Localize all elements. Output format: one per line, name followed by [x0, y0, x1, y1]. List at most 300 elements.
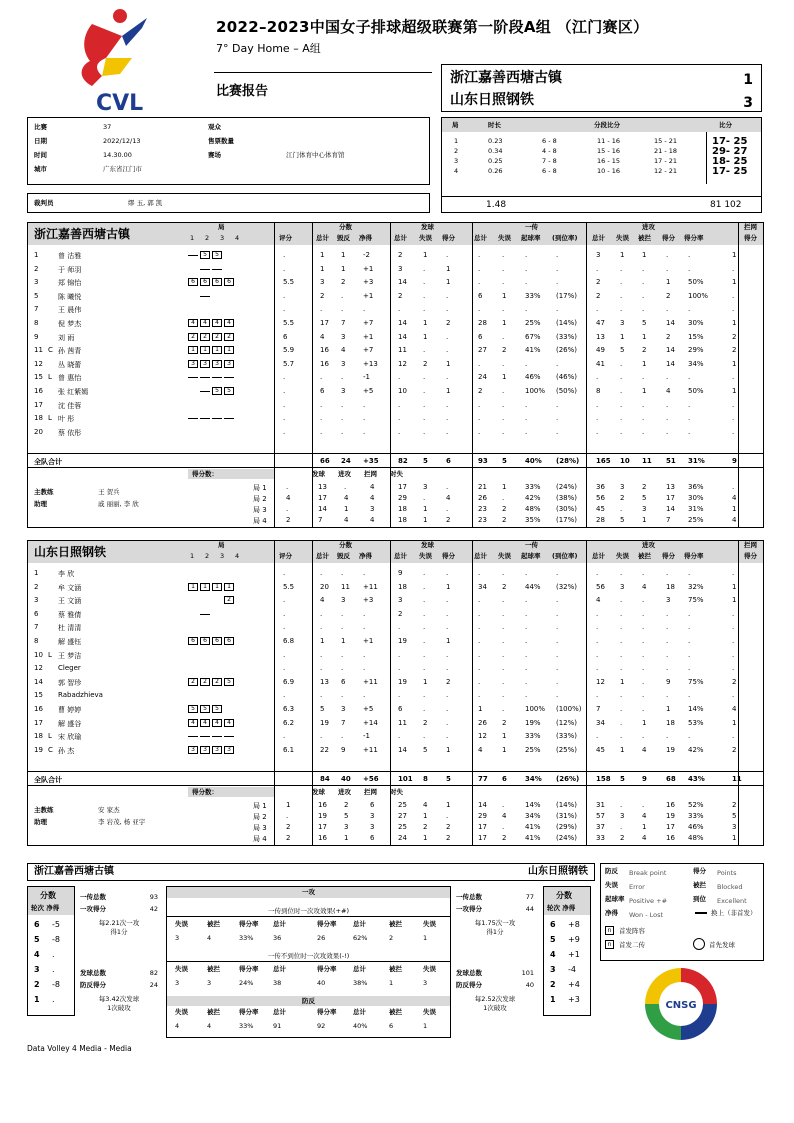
total-sp: 5: [446, 775, 451, 784]
stat-rpp: (33%): [556, 332, 578, 341]
position-empty: [188, 651, 198, 659]
position-empty: [200, 651, 210, 659]
set-stat-rpp: (17%): [556, 516, 578, 525]
set-number: 2: [205, 552, 210, 560]
rotation-positions: [188, 705, 234, 713]
stat-rt: 5.5: [283, 319, 295, 327]
set-stats-set: 局 2: [253, 813, 267, 822]
mid-value: 36: [273, 934, 282, 942]
stat-apct: 29%: [688, 346, 704, 355]
stat-ab: .: [642, 427, 645, 436]
stat-re: .: [502, 305, 505, 314]
stat-ab: .: [642, 400, 645, 409]
set-stat-rp: 34%: [525, 812, 541, 821]
stat-st: .: [398, 691, 401, 700]
rotation-number: 4: [550, 950, 556, 959]
set-stat-ap: 19: [666, 812, 675, 821]
set-stats-header: 进攻: [338, 788, 351, 797]
set-cell: 12 - 21: [654, 167, 678, 175]
stat-re: .: [502, 664, 505, 673]
stat-re: .: [502, 609, 505, 618]
stat-apct: 14%: [688, 705, 704, 713]
total-se: 8: [423, 775, 428, 784]
set-stat-o: 4: [370, 483, 375, 492]
stat-bk: .: [732, 264, 735, 273]
stat-st: 11: [398, 718, 407, 727]
stat-apct: .: [688, 732, 691, 741]
set-stat-apct: 52%: [688, 801, 704, 810]
table-row: [28, 331, 763, 343]
stat-se: .: [423, 291, 426, 300]
stat-ap: .: [666, 427, 669, 436]
rotation-net: +9: [568, 935, 580, 944]
set-cell: 4 - 8: [542, 147, 557, 155]
set-stat-re: 1: [502, 483, 507, 492]
totals-row: [28, 455, 763, 467]
stat-ae: .: [620, 264, 623, 273]
position-bench: [212, 418, 222, 419]
stat-at: 8: [596, 387, 601, 395]
position-empty: [224, 305, 234, 313]
set-stats-set: 局 4: [253, 835, 267, 844]
stat-apct: 50%: [688, 387, 704, 395]
rotation-positions: [188, 596, 234, 604]
stat-at: 49: [596, 346, 605, 355]
set-cell: 0.23: [488, 137, 503, 145]
stat-wl: +1: [363, 264, 374, 273]
player-name: 沈 佳蓉: [58, 401, 82, 410]
set-stat-ae: 5: [620, 516, 625, 525]
mid-header: 失误: [423, 1008, 436, 1016]
stat-at: .: [596, 373, 599, 382]
position-empty: [200, 401, 210, 409]
stat-sp: .: [446, 664, 449, 673]
set-stat-ap: 7: [666, 516, 671, 525]
stat-ab: .: [642, 569, 645, 577]
rotation-positions: [188, 265, 234, 273]
set-stat-b: 3: [344, 823, 349, 832]
referee-box: 裁判员 缪 玉, 郭 凯: [27, 193, 430, 213]
set-cell: 4: [454, 167, 459, 175]
mid-value: 91: [273, 1022, 282, 1030]
score-team-b: 山东日照钢铁: [450, 92, 534, 108]
player-number: 8: [34, 319, 39, 327]
set-stat-bk: 1: [732, 505, 737, 514]
player-number: 15: [34, 373, 43, 382]
stat-rp: 67%: [525, 332, 541, 341]
total-se: 5: [423, 457, 428, 466]
stat-rt2: 34: [478, 582, 487, 591]
stat-ae: 3: [620, 582, 625, 591]
legend-desc: Excellent: [717, 897, 747, 905]
set-stat-ae: 2: [620, 494, 625, 503]
mid-header: 被拦: [207, 1008, 220, 1016]
position-box: 2: [212, 678, 222, 686]
stat-rt2: .: [478, 677, 481, 686]
stat-ap: 9: [666, 677, 671, 686]
stat-ap: 2: [666, 291, 671, 300]
stat-rt: .: [283, 623, 286, 632]
stat-ap: 3: [666, 596, 671, 605]
set-stat-ap: 16: [666, 834, 675, 843]
rotation-net: -4: [568, 965, 576, 974]
stat-pt: 2: [320, 291, 325, 300]
stat-rp: .: [525, 664, 528, 673]
position-empty: [200, 596, 210, 604]
sets-table: 局 时长 分段比分 比分 1 0.23 6 - 8 11 - 16 15 - 21 17- 25 2 0.34 4 - 8 15 - 16 21 - 18 29- 27 3 0.25 7 - 8 16 - 15 17 - 21 18- 25 4 0.26 6 - 8 10 - 16 12 - 21 17- 25 1.48 81 102: [441, 117, 762, 213]
position-bench: [200, 377, 210, 378]
mid-value: 3: [423, 979, 428, 987]
stat-ap: 14: [666, 319, 675, 327]
legend-desc: Blocked: [717, 883, 743, 891]
set-stat-bk: .: [732, 483, 735, 492]
stat-rpp: .: [556, 569, 559, 577]
stat-ab: 4: [642, 745, 647, 754]
set-stat-rp: 41%: [525, 834, 541, 843]
position-box: 5: [212, 251, 222, 259]
stat-re: .: [502, 359, 505, 368]
stat-rp: 33%: [525, 732, 541, 741]
mid-header: 得分率: [239, 920, 259, 928]
set-cell: 21 - 18: [654, 147, 678, 155]
stat-st: .: [398, 732, 401, 741]
mid-value: 33%: [239, 1022, 254, 1030]
player-name: 牟 文涵: [58, 583, 82, 592]
stat-st: 9: [398, 569, 403, 577]
set-stat-bk: 4: [732, 494, 737, 503]
stat-rt: 6.2: [283, 718, 295, 727]
stat-apct: .: [688, 691, 691, 700]
player-name: Cleger: [58, 664, 81, 673]
position-bench: [188, 736, 198, 737]
player-number: 12: [34, 664, 43, 673]
stat-rt: .: [283, 251, 286, 259]
set-stat-ab: .: [642, 801, 645, 810]
stat-rp: .: [525, 400, 528, 409]
stat-ae: .: [620, 596, 623, 605]
mid-header: 得分率: [317, 920, 337, 928]
table-row: [28, 649, 763, 661]
rotation-positions: [188, 360, 234, 368]
position-empty: [188, 664, 198, 672]
set-cell: 3: [454, 157, 459, 165]
stat-apct: 30%: [688, 319, 704, 327]
coach-name: 王 贺兵: [98, 488, 120, 497]
set-stat-s: .: [286, 483, 289, 492]
position-box: 3: [212, 360, 222, 368]
position-empty: [224, 401, 234, 409]
player-name: 杜 清清: [58, 624, 82, 633]
stat-ab: .: [642, 623, 645, 632]
total-rpp: (28%): [556, 457, 580, 466]
stat-ap: .: [666, 691, 669, 700]
stat-ae: .: [620, 291, 623, 300]
position-box: 4: [212, 719, 222, 727]
stat-wl: +3: [363, 278, 374, 287]
set-stat-rpp: (31%): [556, 812, 578, 821]
stat-st: 3: [398, 264, 403, 273]
stat-ae: 1: [620, 677, 625, 686]
stat-rp: .: [525, 677, 528, 686]
stat-rp: 44%: [525, 582, 541, 591]
stat-rp: .: [525, 278, 528, 287]
stat-bp: 3: [341, 705, 346, 713]
player-name: 叶 彤: [58, 415, 75, 424]
stat-bk: 1: [732, 582, 737, 591]
assistant-names: 戚 丽丽, 李 欣: [98, 500, 139, 509]
stat-st: .: [398, 414, 401, 423]
stat-at: .: [596, 305, 599, 314]
rotation-number: 5: [550, 935, 556, 944]
stat-pt: 6: [320, 387, 325, 395]
position-box: 3: [188, 360, 198, 368]
set-stat-bk: 4: [732, 516, 737, 525]
legend-term: 被拦: [693, 881, 706, 889]
set-stat-ab: 3: [642, 505, 647, 514]
stat-rp: .: [525, 305, 528, 314]
position-bench: [212, 736, 222, 737]
stat-ab: 1: [642, 332, 647, 341]
stat-st: .: [398, 664, 401, 673]
mid-header: 失误: [423, 920, 436, 928]
player-name: 张 红紫嫣: [58, 388, 89, 396]
stat-apct: .: [688, 400, 691, 409]
set-stat-bk: 5: [732, 812, 737, 821]
stat-ab: .: [642, 637, 645, 645]
position-bench: [188, 418, 198, 419]
rotation-number: 2: [34, 980, 40, 989]
stat-bp: 3: [341, 359, 346, 368]
stat-ab: .: [642, 650, 645, 659]
rotation-net: .: [52, 965, 55, 974]
set-stat-at: 56: [596, 494, 605, 503]
position-bench: [200, 736, 210, 737]
stat-rp: .: [525, 251, 528, 259]
stat-ae: .: [620, 400, 623, 409]
stat-rpp: (33%): [556, 732, 578, 741]
stat-wl: +5: [363, 387, 374, 395]
table-row: [28, 689, 763, 701]
mid-header: 得分率: [239, 1008, 259, 1016]
position-box: 4: [200, 319, 210, 327]
stat-bp: 1: [341, 264, 346, 273]
stat-rp: 25%: [525, 319, 541, 327]
player-name: 王 晨伟: [58, 306, 82, 315]
player-number: 19: [34, 745, 43, 754]
set-stat-o: 3: [370, 505, 375, 514]
stat-at: .: [596, 637, 599, 645]
stat-wl: .: [363, 664, 366, 673]
stat-re: 2: [502, 582, 507, 591]
stat-st: 18: [398, 582, 407, 591]
stat-ae: .: [620, 569, 623, 577]
stat-rt: .: [283, 650, 286, 659]
set-stat-b: 2: [344, 801, 349, 810]
set-number: 4: [235, 552, 240, 560]
set-cell: 15 - 21: [654, 137, 678, 145]
stat-sp: 1: [446, 359, 451, 368]
stat-ab: .: [642, 291, 645, 300]
total-rt2: 93: [478, 457, 488, 466]
position-empty: [212, 305, 222, 313]
stat-st: 2: [398, 291, 403, 300]
position-empty: [224, 691, 234, 699]
set-stats-row: [28, 832, 763, 844]
stat-se: .: [423, 346, 426, 355]
set-number: 1: [190, 234, 195, 242]
set-stat-b: 1: [344, 505, 349, 514]
stat-rp: 25%: [525, 745, 541, 754]
position-box: 3: [224, 360, 234, 368]
stat-bk: 2: [732, 745, 737, 754]
stat-pt: .: [320, 650, 323, 659]
rotation-positions: [188, 623, 234, 631]
stat-rt: .: [283, 691, 286, 700]
rotation-number: 4: [34, 950, 40, 959]
player-number: 3: [34, 278, 39, 287]
stat-se: .: [423, 427, 426, 436]
stat-bk: 1: [732, 251, 737, 259]
coach-label: 主教练: [34, 488, 54, 497]
stat-ap: .: [666, 264, 669, 273]
stat-rp: 100%: [525, 387, 546, 395]
stat-pt: .: [320, 732, 323, 741]
stat-sp: .: [446, 732, 449, 741]
position-box: 1: [212, 583, 222, 591]
table-row: [28, 317, 763, 329]
player-name: 郭 智珍: [58, 678, 82, 687]
stat-bk: 2: [732, 346, 737, 355]
set-stat-apct: 30%: [688, 494, 704, 503]
position-empty: [188, 305, 198, 313]
set-stat-a: 19: [318, 812, 327, 821]
stat-ap: .: [666, 732, 669, 741]
stat-rt2: 12: [478, 732, 487, 741]
player-name: 王 梦洁: [58, 651, 82, 660]
position-bench: [224, 377, 234, 378]
set-stat-st: 27: [398, 812, 407, 821]
legend-desc: Won - Lost: [629, 911, 664, 919]
stat-rt: .: [283, 664, 286, 673]
stat-apct: 75%: [688, 596, 704, 605]
position-empty: [200, 569, 210, 577]
mid-header: 被拦: [207, 965, 220, 973]
rotation-positions: [188, 278, 234, 286]
stat-bk: .: [732, 305, 735, 314]
set-stat-re: .: [502, 801, 505, 810]
stat-rpp: (12%): [556, 718, 578, 727]
total-bp: 40: [341, 775, 351, 784]
stat-bp: .: [341, 732, 344, 741]
stat-ae: .: [620, 387, 623, 395]
stat-rp: .: [525, 691, 528, 700]
set-stat-at: 37: [596, 823, 605, 832]
stat-ae: .: [620, 359, 623, 368]
set-stat-at: 57: [596, 812, 605, 821]
set-stat-ap: 16: [666, 801, 675, 810]
rotation-net: .: [52, 950, 55, 959]
position-box: 2: [188, 333, 198, 341]
stat-pt: .: [320, 609, 323, 618]
stat-rp: 46%: [525, 373, 541, 382]
stat-wl: +1: [363, 291, 374, 300]
set-stat-rp: 41%: [525, 823, 541, 832]
player-number: 18: [34, 414, 43, 423]
stat-re: 1: [502, 745, 507, 754]
set-stats-header: 拦网: [364, 470, 377, 479]
position-bench: [224, 736, 234, 737]
stat-at: 3: [596, 251, 601, 259]
stat-bp: .: [341, 291, 344, 300]
player-number: 2: [34, 264, 39, 273]
set-stat-rt2: 14: [478, 801, 487, 810]
stat-ae: 1: [620, 251, 625, 259]
stat-sp: .: [446, 251, 449, 259]
stat-sp: .: [446, 373, 449, 382]
rotation-positions: [188, 387, 234, 395]
stat-re: .: [502, 251, 505, 259]
player-number: 14: [34, 677, 43, 686]
position-empty: [188, 428, 198, 436]
stat-ae: .: [620, 705, 623, 713]
stat-bp: 1: [341, 251, 346, 259]
stat-rt2: .: [478, 664, 481, 673]
stat-re: 1: [502, 732, 507, 741]
mid-header: 失误: [175, 920, 188, 928]
stat-re: .: [502, 677, 505, 686]
stat-rt2: .: [478, 637, 481, 645]
rotation-positions: [188, 691, 234, 699]
table-row: [28, 621, 763, 633]
stat-rpp: .: [556, 609, 559, 618]
stat-apct: 75%: [688, 677, 704, 686]
stat-rt2: .: [478, 596, 481, 605]
stat-rp: .: [525, 414, 528, 423]
set-stat-at: 45: [596, 505, 605, 514]
stat-re: .: [502, 400, 505, 409]
stat-sp: .: [446, 705, 449, 713]
stat-rp: .: [525, 650, 528, 659]
stat-at: 45: [596, 745, 605, 754]
set-stat-rpp: (24%): [556, 483, 578, 492]
set-stat-o: 6: [370, 834, 375, 843]
stat-apct: .: [688, 373, 691, 382]
position-empty: [212, 569, 222, 577]
rotation-positions: [188, 637, 234, 645]
position-empty: [212, 292, 222, 300]
stat-rp: .: [525, 359, 528, 368]
stat-bk: .: [732, 637, 735, 645]
set-stat-rpp: (38%): [556, 494, 578, 503]
mid-value: 1: [423, 934, 428, 942]
stat-wl: .: [363, 427, 366, 436]
set-cell: 0.26: [488, 167, 503, 175]
rotation-positions: [188, 333, 234, 341]
mid-value: 3: [175, 934, 180, 942]
position-empty: [212, 651, 222, 659]
set-stats-set: 局 3: [253, 506, 267, 515]
total-bk: 9: [732, 457, 737, 466]
stat-rt: .: [283, 414, 286, 423]
stat-rpp: .: [556, 691, 559, 700]
stat-at: .: [596, 400, 599, 409]
stat-ap: .: [666, 637, 669, 645]
stat-st: 10: [398, 387, 407, 395]
player-number: 20: [34, 427, 43, 436]
stat-wl: .: [363, 691, 366, 700]
stat-bp: 3: [341, 596, 346, 605]
position-empty: [212, 401, 222, 409]
